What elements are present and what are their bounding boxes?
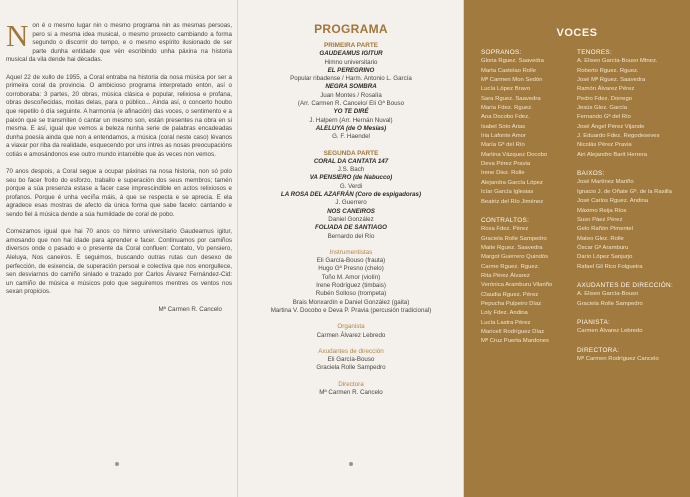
singer-name: J. Eduardo Fdez. Regodeseves [577, 133, 660, 140]
instrumentistas-title: Instrumentistas [329, 248, 373, 256]
singer-name: Alejandra García López [481, 179, 543, 186]
piece-credit: J. Guerrero [335, 199, 367, 207]
piece-title: FOLIADA DE SANTIAGO [315, 224, 387, 232]
voces-directora-heading: DIRECTORA: [577, 346, 620, 354]
intro-paragraph-3: 70 anos despois, a Coral segue a ocupar páxinas na nosa historia, non só polo seu bo facer froito do esforzo, traballo e superación dos seus membros; tamén porque a súa presenza estase a facer case imprescindible en actos relixiosos e profanos. Porque é unha vecíña máis, á que se respecta e se aprecia. E ela agradece esas mostras de afecto da única forma que sabe facelo: cantando e sendo fiel á música dende a súa humildade de coral de pobo. [6, 168, 232, 219]
singer-name: Margot Guerrero Quindós [481, 254, 549, 261]
singer-name: Mateo Glez. Rolle [577, 235, 624, 242]
piece-credit: Juan Montes / Rosalía [320, 91, 382, 99]
baixos-heading: BAIXOS: [577, 170, 605, 178]
sopranos-list [481, 57, 585, 207]
intro-signature: Mª Carmen R. Cancelo [158, 305, 222, 313]
axudante-name-2: Graciela Rolle Sampedro [316, 364, 386, 372]
singer-name: María Fdez. Rguez. [481, 105, 533, 112]
intro-paragraph-4: Comezamos igual que hai 70 anos co himno universitario Gaudeamus igitur, amosando que non hai idade para aprender e facer. Continuamos por camiños diversos onde o pasado e o presente da Coral confluen: Contato, Vo pensiero, Aleluya, Nos caneiros. E seguimos, buscando outras rutas cun desexo de perfección, de esixencia, de superación persoal e colectiva que nos enorgullece, sen desviarnos do camiño sinlado e trazado por Carlos Álvarez Fernández-Cid: un camiño de música e músicos polo que seguiremos mentres os ventos nos sexan propicios. [6, 228, 232, 296]
voces-column-right [577, 48, 687, 364]
piece-title: NEGRA SOMBRA [325, 83, 377, 91]
singer-name: Jesús Glez. García [577, 105, 628, 112]
contraltos-list [481, 225, 585, 346]
piece-credit: G. Verdi [339, 182, 363, 190]
singer-name: Lucía Lastra Pérez [481, 319, 531, 326]
singer-name: Marta Castelao Rolle [481, 67, 537, 74]
singer-name: Claudia Rguez. Pérez [481, 291, 539, 298]
instrumentista-name: Martina V. Docobo e Deva P. Pravia (percusión tradicional) [270, 306, 432, 314]
pianista-name: Carmen Álvarez Lebredo [577, 328, 643, 335]
intro-paragraph-2: Aquel 22 de xullo de 1955, a Coral entraba na historia da nosa música por ser a primeira coral da provincia. O ambicioso programa interpretado entón, así o corroboraba: 3 partes, 20 obras, música clásica e popular, relixiosa e profana, obras descoñecidas, moitas delas, para o público... Ainda así, o concerto houbo que repetilo ó día seguinte. A harmonía (e afinación) das voces, o sentimento e a paixón que se transmiten ó cantar un mesmo son, están presentes na obra en si mesma. E así, igual que vemos a beleza nunha serie de palabras encadeadas dunha poesía ainda que non a entendamos, a música (coral neste caso) lévanos a viaxar por riba da realidade, esquecendo por uns intres as nosas preocupacións cotiás e amosándonos ese outro mundo intanxible que ás veces non vemos. [6, 73, 232, 158]
singer-name: Airi Alejandro Barit Herrera [577, 151, 648, 158]
intro-column [6, 18, 232, 492]
singer-name: José Ángel Pérez Vijande [577, 123, 645, 130]
singer-name: Verónica Aramburu Vilariño [481, 282, 553, 289]
part1-title: PRIMEIRA PARTE [324, 42, 378, 49]
voces-panel [464, 0, 690, 497]
singer-name: Rita Pérez Álvarez [481, 272, 530, 279]
singer-name: Graciela Rolle Sampedro [481, 235, 547, 242]
intro-paragraph-1: Non é o mesmo lugar nin o mesmo programa nin as mesmas persoas, pero si a mesma idea musical, o mesmo proxecto cambiando a forma segundo o discorrir do tempo, e o mesmo espírito ilusionado de ser parte dunha entidade que vén escribindo unha páxina na historia musical da vila dende hai décadas. [6, 18, 232, 64]
singer-name: Suso Páez Pérez [577, 216, 623, 223]
singer-name: Ana Docobo Fdez. [481, 114, 530, 121]
singer-name: Sara Rguez. Saavedra [481, 95, 541, 102]
directora-name: Mª Carmen R. Cancelo [319, 388, 383, 396]
singer-name: José Carlos Rguez. Andina [577, 198, 649, 205]
instrumentista-name: Irene Rodríguez (timbais) [316, 282, 386, 290]
staple-hole-1 [115, 462, 119, 466]
dropcap-letter: N [6, 18, 29, 53]
singer-name: Fernando Gª del Río [577, 114, 631, 121]
staple-hole-2 [349, 462, 353, 466]
singer-name: Beatriz del Río Jiménez [481, 198, 544, 205]
pianista-heading: PIANISTA: [577, 318, 611, 326]
tenores-list [577, 57, 687, 160]
singer-name: Gloria Rguez. Saavedra [481, 58, 544, 65]
singer-name: Martina Vázquez Docobo [481, 151, 548, 158]
singer-name: Gelo Rañón Pimentel [577, 226, 633, 233]
singer-name: Maricelí Rodríguez Díaz [481, 328, 545, 335]
singer-name: Icíar García Iglesias [481, 189, 534, 196]
singer-name: Carme Rguez. Rguez. [481, 263, 540, 270]
singer-name: Irene Diez. Rolle [481, 170, 525, 177]
piece-credit: G. F. Haendel [332, 133, 370, 141]
voces-axudantes-heading: AXUDANTES DE DIRECCIÓN: [577, 281, 674, 289]
piece-title: LA ROSA DEL AZAFRÁN (Coro de espigadoras) [280, 191, 422, 199]
piece-credit: J. Halpern (Arr. Hernán Nuval) [309, 116, 393, 124]
piece-title: VA PENSIERO (de Nabucco) [309, 174, 393, 182]
directora-title: Directora [338, 380, 364, 388]
instrumentista-name: Eli García-Bouso (frauta) [316, 257, 386, 265]
piece-credit: Daniel González [328, 215, 374, 223]
voces-axudante-2: Graciela Rolle Sampedro [577, 300, 643, 307]
singer-name: Lucía López Bravo [481, 86, 531, 93]
part2-title: SEGUNDA PARTE [323, 149, 379, 157]
singer-name: Loly Fdez. Andina [481, 310, 528, 317]
instrumentista-name: Hugo Gª Presno (chelo) [318, 265, 384, 273]
voces-title: VOCES [556, 27, 598, 39]
instrumentista-name: Toño M. Amor (violín) [321, 273, 381, 281]
singer-name: Ramón Álvarez Pérez [577, 86, 635, 93]
singer-name: Ignacio J. de Oñate Gª. de la Rasilla [577, 188, 672, 195]
axudante-name-1: Eli García-Bouso [327, 356, 375, 364]
programa-title: PROGRAMA [314, 22, 388, 36]
singer-name: Iria Lafonte Amor [481, 133, 526, 140]
tenores-heading: TENORES: [577, 49, 613, 56]
organista-title: Organista [337, 323, 365, 331]
piece-credit: (Arr. Carmen R. Cancelo/ Eli Gª Bouso [297, 100, 405, 108]
singer-name: Máximo Reija Ríos [577, 207, 627, 214]
singer-name: Roberto Rguez. Rguez. [577, 67, 639, 74]
part1-pieces [240, 50, 462, 141]
singer-name: Isabel Soto Arias [481, 123, 526, 130]
programa-column [240, 22, 462, 397]
singer-name: Pedro Fdez. Dorrego [577, 95, 633, 102]
contraltos-heading: CONTRALTOS: [481, 216, 530, 224]
singer-name: A. Eliseo García-Bouso Mtnez. [577, 58, 658, 65]
singer-name: José Martínez Mariño [577, 179, 634, 186]
singer-name: Darío López Sanjurjo [577, 254, 633, 261]
singer-name: Mª Carmen Mon Sedón [481, 77, 543, 84]
singer-name: José Mª Rguez. Saavedra [577, 77, 646, 84]
piece-credit: Popular ribadense / Harm. Antonio L. García [290, 75, 412, 83]
axudantes-title: Axudantes de dirección [318, 347, 384, 355]
singer-name: Rosa Fdez. Pérez [481, 226, 529, 233]
instrumentista-name: Brais Monxardín e Daniel González (gaita) [292, 298, 410, 306]
voces-column-left [481, 48, 585, 347]
singer-name: Pepucha Pulpeiro Díaz [481, 300, 542, 307]
piece-title: CORAL DA CANTATA 147 [313, 157, 389, 165]
singer-name: Deva Pérez Pravia [481, 161, 531, 168]
singer-name: María Gª del Río [481, 142, 525, 149]
piece-title: YO TE DIRÉ [333, 108, 369, 116]
piece-credit: Himno universitario [324, 58, 378, 66]
baixos-list [577, 178, 687, 271]
piece-credit: Bernardo del Río [327, 232, 375, 240]
page-fold-left [237, 0, 238, 497]
part2-pieces [240, 158, 462, 241]
piece-title: EL PEREGRINO [327, 66, 375, 74]
instrumentistas-list [240, 257, 462, 315]
singer-name: Maite Rguez. Saavedra [481, 244, 543, 251]
singer-name: Óscar Gª Aramburu [577, 244, 629, 251]
piece-credit: J.S. Bach [337, 166, 365, 174]
piece-title: GAUDEAMUS IGITUR [319, 50, 383, 58]
singer-name: Rafael Gil Rico Folgueira [577, 263, 643, 270]
piece-title: NOS CANEIROS [327, 207, 375, 215]
organista-name: Carmen Álvarez Lebredo [316, 331, 386, 339]
sopranos-heading: SOPRANOS: [481, 49, 522, 56]
singer-name: Nicolás Pérez Pravia [577, 142, 632, 149]
singer-name: Mª Cruz Puerta Mardones [481, 338, 549, 345]
instrumentista-name: Rubén Solloso (trompeta) [315, 290, 387, 298]
piece-title: ALELUYA (de O Mesías) [315, 124, 387, 132]
voces-axudante-1: A. Eliseo García-Bouso [577, 291, 639, 298]
voces-directora-name: Mª Carmen Rodríguez Cancelo [577, 355, 659, 362]
